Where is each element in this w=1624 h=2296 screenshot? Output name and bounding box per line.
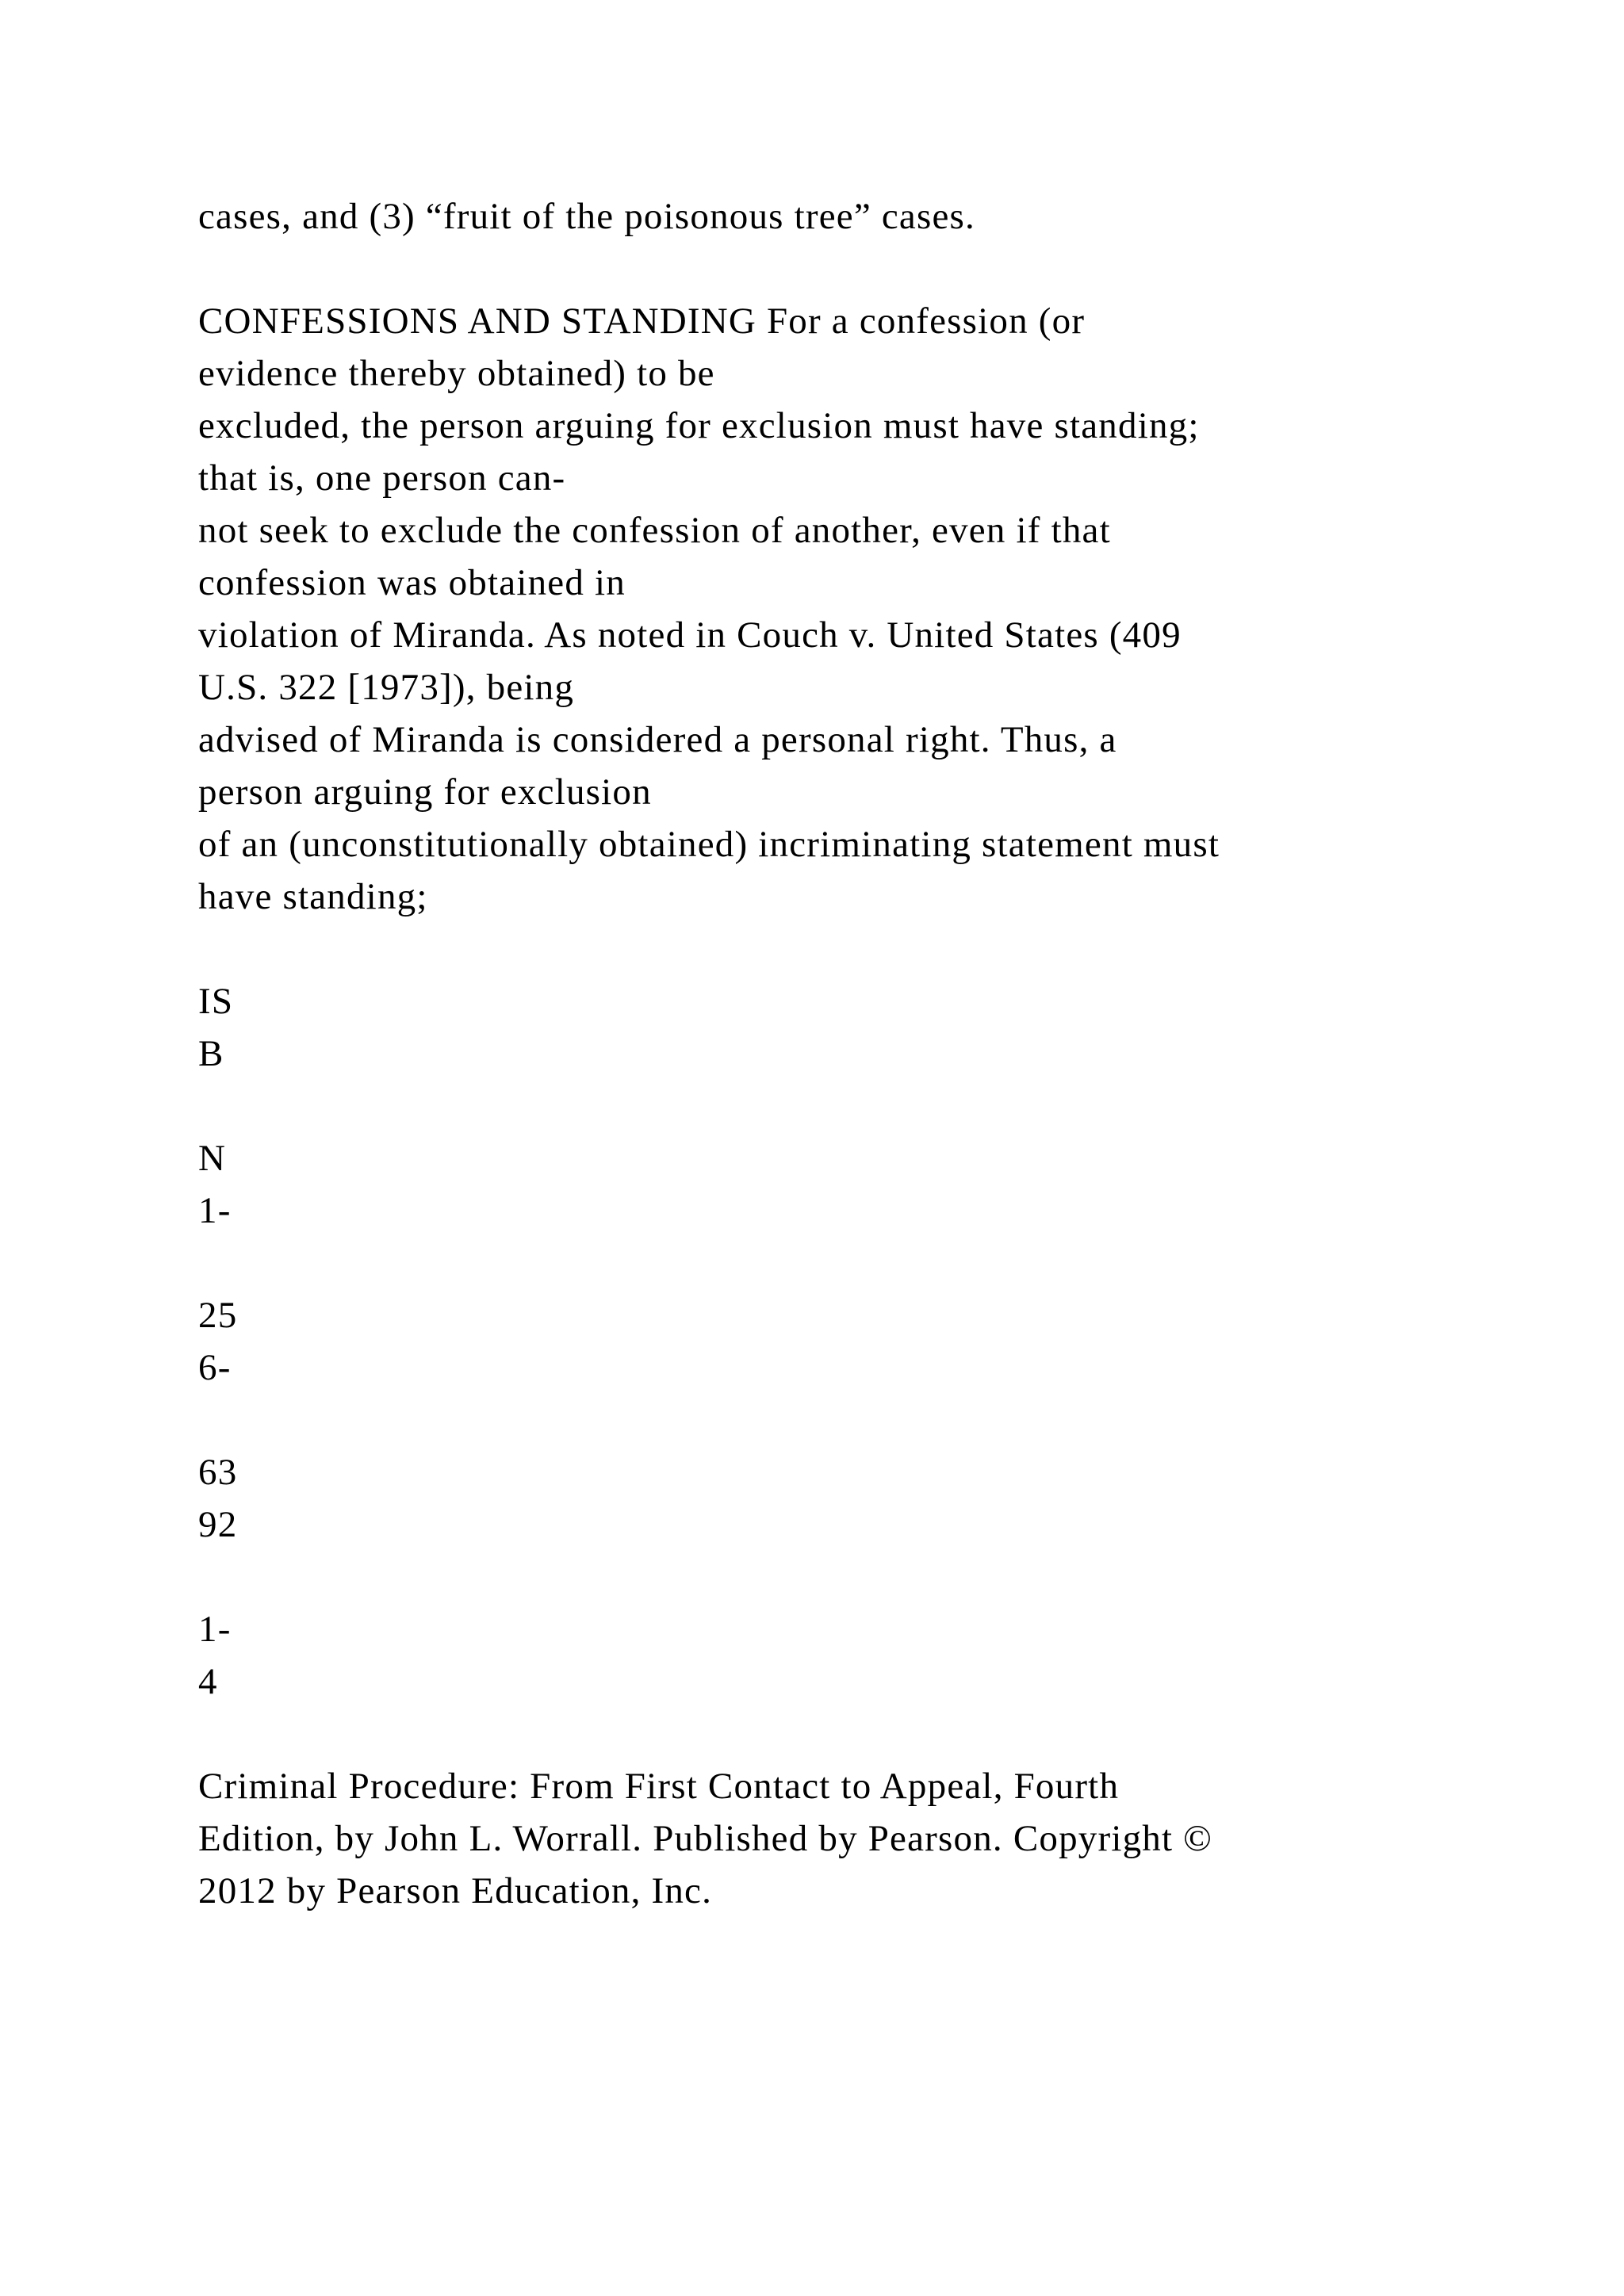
section-confessions-and-standing [198, 295, 1483, 923]
section-line: of an (unconstitutionally obtained) incriminating statement must [198, 824, 1220, 865]
section-line: U.S. 322 [1973]), being [198, 667, 575, 708]
isbn-fragment: N [198, 1138, 227, 1179]
section-line: confession was obtained in [198, 562, 626, 603]
blank-line [198, 923, 1483, 975]
blank-line [198, 1237, 1483, 1289]
section-line: CONFESSIONS AND STANDING For a confession (or [198, 300, 1086, 342]
isbn-fragment: 25 [198, 1295, 238, 1336]
isbn-fragment: B [198, 1033, 224, 1074]
isbn-fragment: 6- [198, 1347, 232, 1388]
isbn-fragment: 63 [198, 1452, 238, 1493]
blank-line [198, 1080, 1483, 1132]
blank-line [198, 243, 1483, 295]
document-text [198, 190, 1483, 1917]
blank-line [198, 1394, 1483, 1446]
section-line: have standing; [198, 876, 428, 917]
isbn-fragment: IS [198, 981, 234, 1022]
section-line: excluded, the person arguing for exclusion must have standing; [198, 405, 1200, 446]
footer-line: Criminal Procedure: From First Contact to Appeal, Fourth [198, 1766, 1120, 1807]
blank-line [198, 1708, 1483, 1760]
footer-line: Edition, by John L. Worrall. Published by Pearson. Copyright © [198, 1818, 1213, 1859]
isbn-fragment: 92 [198, 1504, 238, 1545]
isbn-fragment: 4 [198, 1661, 218, 1702]
section-line: person arguing for exclusion [198, 771, 652, 813]
blank-line [198, 1551, 1483, 1603]
isbn-fragment: 1- [198, 1190, 232, 1231]
section-line: advised of Miranda is considered a personal right. Thus, a [198, 719, 1117, 760]
section-line: not seek to exclude the confession of another, even if that [198, 510, 1111, 551]
copyright-footer [198, 1760, 1483, 1917]
footer-line: 2012 by Pearson Education, Inc. [198, 1870, 713, 1911]
intro-line: cases, and (3) “fruit of the poisonous tree” cases. [198, 196, 975, 237]
isbn-fragment: 1- [198, 1609, 232, 1650]
isbn-watermark [198, 975, 1483, 1708]
section-line: evidence thereby obtained) to be [198, 353, 715, 394]
section-line: that is, one person can- [198, 457, 566, 499]
section-line: violation of Miranda. As noted in Couch v. United States (409 [198, 614, 1182, 656]
